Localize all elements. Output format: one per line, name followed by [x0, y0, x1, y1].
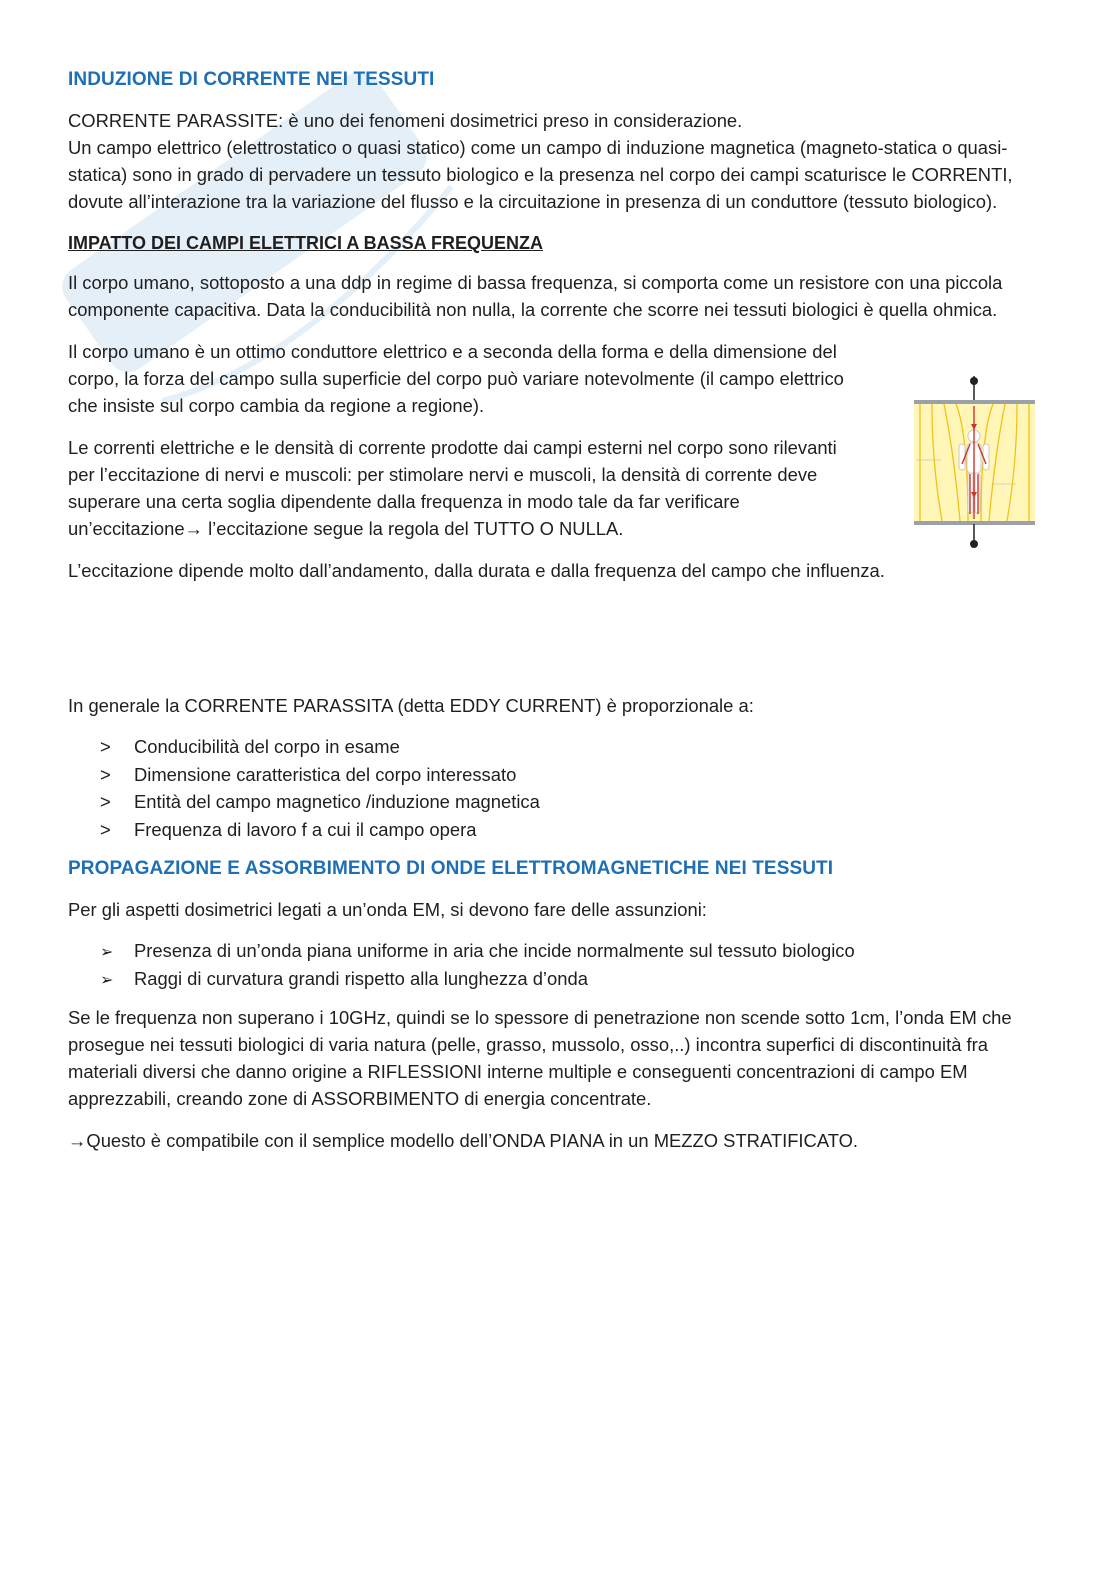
paragraph-text: Le correnti elettriche e le densità di corrente prodotte dai campi esterni nel corpo sono rilevanti per l’eccitazione di nervi e muscoli: per stimolare nervi e muscoli, la densità di corrente deve superare una certa soglia dipendente dalla frequenza in modo tale da far verificare un’eccitazione [68, 437, 837, 539]
list-item: > Frequenza di lavoro f a cui il campo opera [68, 816, 1036, 844]
paragraph: Il corpo umano, sottoposto a una ddp in regime di bassa frequenza, si comporta come un resistore con una piccola componente capacitiva. Data la conducibilità non nulla, la corrente che scorre nei tessuti biologici è quella ohmica. [68, 272, 1003, 320]
assumptions-list [68, 937, 1036, 992]
chevron-bullet-icon: > [100, 791, 111, 812]
paragraph: Un campo elettrico (elettrostatico o quasi statico) come un campo di induzione magnetica (magneto-statica o quasi-statica) sono in grado di pervadere un tessuto biologico e la presenza nel corpo dei campi scaturisce le CORRENTI, dovute all’interazione tra la variazione del flusso e la circuitazione in presenza di un conduttore (tessuto biologico). [68, 137, 1013, 212]
list-item: > Dimensione caratteristica del corpo interessato [68, 761, 1036, 789]
list-item: ➢ Raggi di curvatura grandi rispetto alla lunghezza d’onda [68, 965, 1036, 993]
paragraph [68, 1127, 1036, 1154]
arrow-icon: → [184, 518, 203, 539]
paragraph: CORRENTE PARASSITE: è uno dei fenomeni dosimetrici preso in considerazione. [68, 110, 743, 131]
arrow-bullet-icon: ➢ [100, 971, 114, 989]
paragraph-text-end: l’eccitazione segue la regola del TUTTO O NULLA. [202, 518, 624, 539]
arrow-bullet-icon: ➢ [100, 944, 114, 961]
paragraph: Il corpo umano è un ottimo conduttore elettrico e a seconda della forma e della dimensione del corpo, la forza del campo sulla superficie del corpo può variare notevolmente (il campo elettrico che insiste sul corpo cambia da regione a regione). [68, 341, 844, 416]
section-title-induzione: INDUZIONE DI CORRENTE NEI TESSUTI [68, 69, 435, 90]
paragraph-text: Questo è compatibile con il semplice modello dell’ONDA PIANA in un MEZZO STRATIFICATO. [86, 1130, 859, 1151]
paragraph: Se le frequenza non superano i 10GHz, quindi se lo spessore di penetrazione non scende sotto 1cm, l’onda EM che prosegue nei tessuti biologici di varia natura (pelle, grasso, mussolo, osso,..) incontra superfici di discontinuità fra materiali diversi che danno origine a RIFLESSIONI interne multiple e conseguenti concentrazioni di campo EM apprezzabili, creando zone di ASSORBIMENTO di energia concentrate. [68, 1007, 1012, 1109]
eddy-current-list [68, 733, 1036, 843]
paragraph: Per gli aspetti dosimetrici legati a un’onda EM, si devono fare delle assunzioni: [68, 899, 707, 920]
list-item: > Conducibilità del corpo in esame [68, 733, 1036, 761]
paragraph: L’eccitazione dipende molto dall’andamento, dalla durata e dalla frequenza del campo che influenza. [68, 560, 885, 581]
document-page [68, 66, 1036, 1169]
section-title-propagazione: PROPAGAZIONE E ASSORBIMENTO DI ONDE ELETTROMAGNETICHE NEI TESSUTI [68, 858, 834, 879]
list-item: > Entità del campo magnetico /induzione magnetica [68, 788, 1036, 816]
chevron-bullet-icon: > [100, 763, 111, 785]
arrow-icon: → [68, 1130, 87, 1151]
chevron-bullet-icon: > [100, 736, 111, 757]
list-item: ➢ Presenza di un’onda piana uniforme in aria che incide normalmente sul tessuto biologico [68, 937, 1036, 965]
chevron-bullet-icon: > [100, 818, 111, 840]
paragraph [68, 434, 838, 542]
paragraph: In generale la CORRENTE PARASSITA (detta EDDY CURRENT) è proporzionale a: [68, 695, 754, 716]
section-title-impatto: IMPATTO DEI CAMPI ELETTRICI A BASSA FREQUENZA [68, 233, 544, 253]
